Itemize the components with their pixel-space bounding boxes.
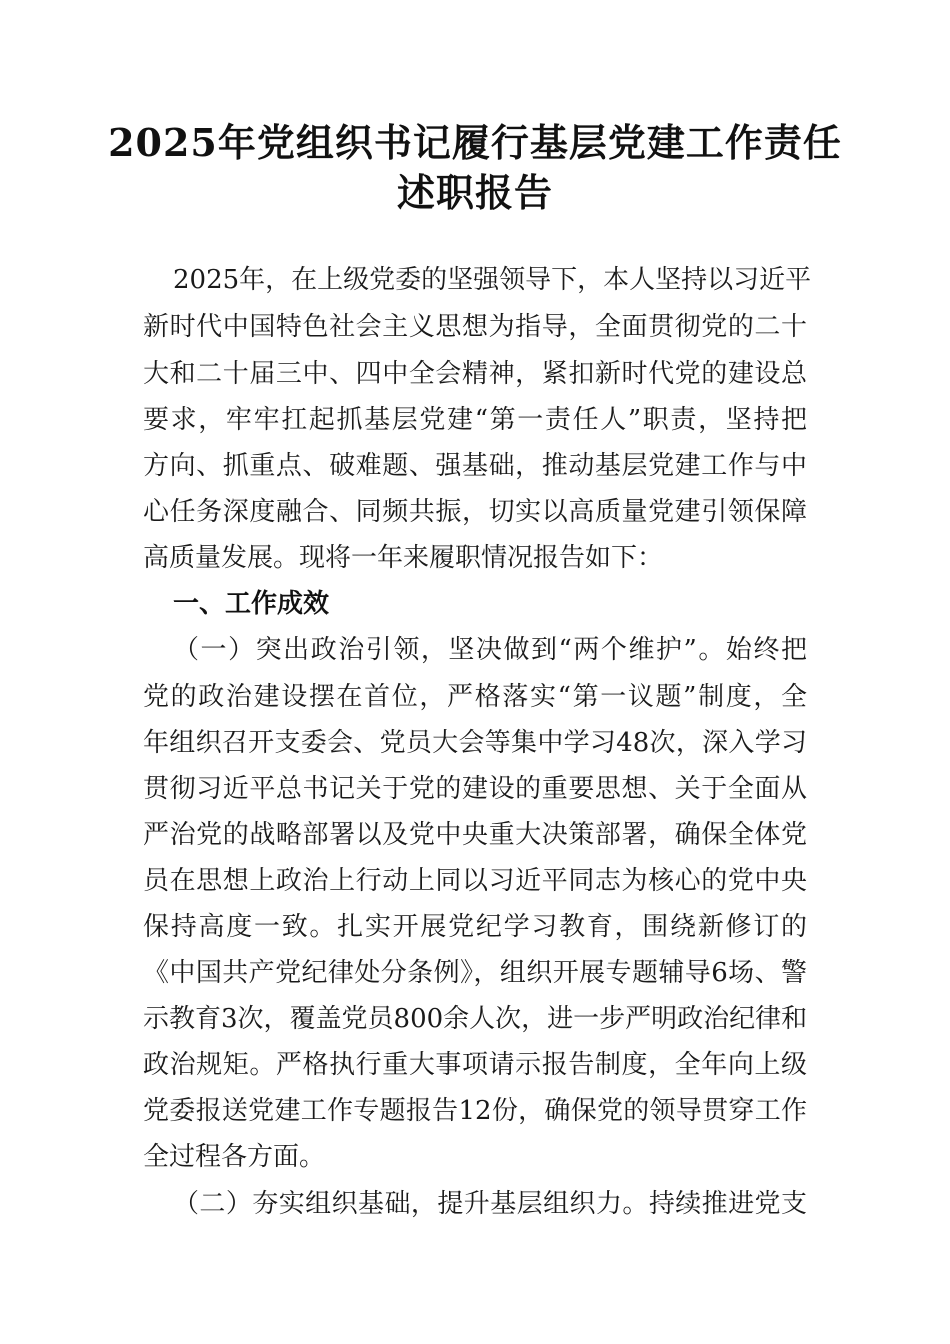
item1-line: 年组织召开支委会、党员大会等集中学习48次，深入学习: [143, 728, 807, 758]
item1-line: 《中国共产党纪律处分条例》，组织开展专题辅导6场、警: [143, 958, 807, 988]
item1-line: 严治党的战略部署以及党中央重大决策部署，确保全体党: [143, 820, 807, 850]
intro-line: 大和二十届三中、四中全会精神，紧扣新时代党的建设总: [143, 359, 807, 389]
intro-line: 新时代中国特色社会主义思想为指导，全面贯彻党的二十: [143, 312, 807, 342]
item2-line: （二）夯实组织基础，提升基层组织力。持续推进党支: [173, 1189, 807, 1219]
item1-line: 示教育3次，覆盖党员800余人次，进一步严明政治纪律和: [143, 1004, 808, 1034]
item1-line: 政治规矩。严格执行重大事项请示报告制度，全年向上级: [143, 1050, 807, 1080]
item1-line: 党委报送党建工作专题报告12份，确保党的领导贯穿工作: [143, 1096, 807, 1126]
item1-line: 党的政治建设摆在首位，严格落实“第一议题”制度，全: [143, 682, 807, 712]
item1-line: 员在思想上政治上行动上同以习近平同志为核心的党中央: [143, 866, 807, 896]
intro-line: 方向、抓重点、破难题、强基础，推动基层党建工作与中: [143, 451, 807, 481]
item1-line: 贯彻习近平总书记关于党的建设的重要思想、关于全面从: [143, 774, 807, 804]
intro-line: 高质量发展。现将一年来履职情况报告如下：: [143, 543, 664, 573]
item1-line: （一）突出政治引领，坚决做到“两个维护”。始终把: [173, 635, 807, 665]
document-title-line-2: 述职报告: [396, 170, 553, 215]
intro-line: 心任务深度融合、同频共振，切实以高质量党建引领保障: [143, 497, 807, 527]
intro-line: 2025年，在上级党委的坚强领导下，本人坚持以习近平: [173, 265, 812, 295]
item1-line: 全过程各方面。: [143, 1142, 326, 1172]
intro-line: 要求，牢牢扛起抓基层党建“第一责任人”职责，坚持把: [143, 405, 807, 435]
item1-line: 保持高度一致。扎实开展党纪学习教育，围绕新修订的: [143, 912, 807, 942]
section-heading: 一、工作成效: [173, 589, 330, 619]
document-title-line-1: 2025年党组织书记履行基层党建工作责任: [108, 120, 842, 165]
